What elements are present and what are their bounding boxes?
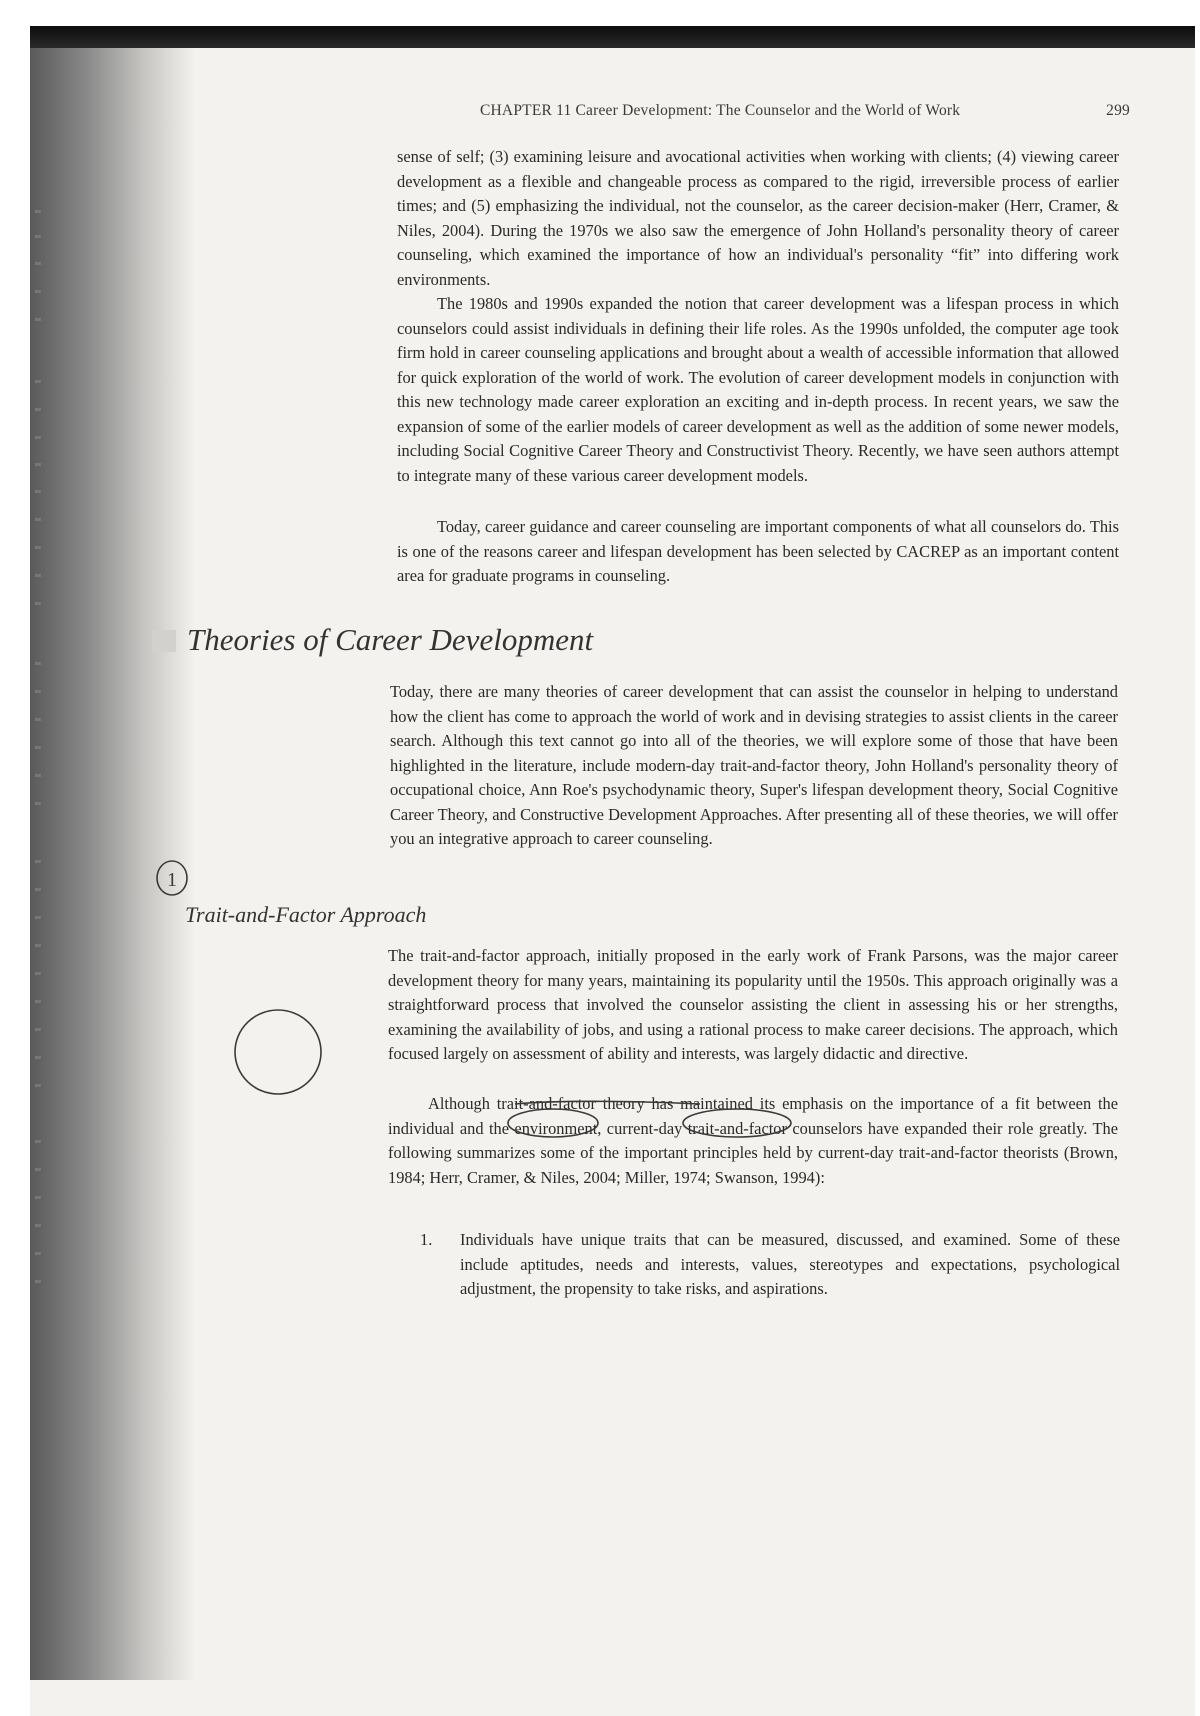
spine-mark: [35, 1280, 41, 1283]
principles-list: [420, 1228, 1120, 1302]
spine-mark: [35, 860, 41, 863]
spine-mark: [35, 235, 41, 238]
running-header: [480, 102, 1130, 120]
spine-mark: [35, 888, 41, 891]
intro-paragraph-1: sense of self; (3) examining leisure and avocational activities when working with clients; (4) viewing career development as a flexible and changeable process as compared to the rigid, irreversible process of earlier times; and (5) emphasizing the individual, not the counselor, as the career decision-maker (Herr, Cramer, & Niles, 2004). During the 1970s we also saw the emergence of John Holland's personality theory of career counseling, which examined the importance of how an individual's personality “fit” into differing work environments.: [397, 147, 1119, 289]
running-head-text: CHAPTER 11 Career Development: The Counselor and the World of Work: [480, 102, 961, 119]
spine-mark: [35, 574, 41, 577]
spine-mark: [35, 1140, 41, 1143]
heading-marker: [152, 630, 176, 652]
spine-mark: [35, 690, 41, 693]
spine-mark: [35, 1252, 41, 1255]
spine-mark: [35, 1084, 41, 1087]
spine-mark: [35, 1056, 41, 1059]
spine-mark: [35, 1196, 41, 1199]
scan-top-border: [30, 26, 1195, 48]
subsection-heading: Trait-and-Factor Approach: [185, 902, 427, 927]
intro-paragraph-3: Today, career guidance and career counseling are important components of what all counselors do. This is one of the reasons career and lifespan development has been selected by CACREP as an important content area for graduate programs in counseling.: [397, 517, 1119, 585]
spine-mark: [35, 408, 41, 411]
spine-mark: [35, 944, 41, 947]
spine-mark: [35, 262, 41, 265]
subsection-paragraph-1: The trait-and-factor approach, initially proposed in the early work of Frank Parsons, was the major career development theory for many years, maintaining its popularity until the 1950s. This approach originally was a straightforward process that involved the counselor assisting the client in assessing his or her strengths, examining the availability of jobs, and using a rational process to make career decisions. The approach, which focused largely on assessment of ability and interests, was largely didactic and directive.: [388, 946, 1118, 1063]
spine-mark: [35, 718, 41, 721]
list-item-text: Individuals have unique traits that can be measured, discussed, and examined. Some of these include aptitudes, needs and interests, values, stereotypes and expectations, psychological adjustment, the propensity to take risks, and aspirations.: [460, 1230, 1120, 1298]
spine-mark: [35, 436, 41, 439]
subsection-paragraph-2: Although trait-and-factor theory has maintained its emphasis on the importance of a fit between the individual and the environment, current-day trait-and-factor counselors have expanded their role greatly. The following summarizes some of the important principles held by current-day trait-and-factor theorists (Brown, 1984; Herr, Cramer, & Niles, 2004; Miller, 1974; Swanson, 1994):: [388, 1094, 1118, 1187]
spine-mark: [35, 1168, 41, 1171]
spine-mark: [35, 380, 41, 383]
spine-mark: [35, 1224, 41, 1227]
page-number: 299: [1106, 102, 1130, 119]
spine-mark: [35, 802, 41, 805]
intro-paragraph-2: The 1980s and 1990s expanded the notion that career development was a lifespan process in which counselors could assist individuals in defining their life roles. As the 1990s unfolded, the computer age took firm hold in career counseling applications and brought about a wealth of accessible information that allowed for quick exploration of the world of work. The evolution of career development models in conjunction with this new technology made career exploration an exciting and in-depth process. In recent years, we saw the expansion of some of the earlier models of career development as well as the addition of some newer models, including Social Cognitive Career Theory and Constructivist Theory. Recently, we have seen authors attempt to integrate many of these various career development models.: [397, 294, 1119, 485]
spine-mark: [35, 290, 41, 293]
spine-mark: [35, 546, 41, 549]
margin-note-text: 1: [167, 869, 177, 891]
spine-mark: [35, 518, 41, 521]
spine-mark: [35, 318, 41, 321]
spine-mark: [35, 972, 41, 975]
spine-mark: [35, 774, 41, 777]
spine-mark: [35, 662, 41, 665]
spine-mark: [35, 916, 41, 919]
section-heading: Theories of Career Development: [187, 622, 594, 657]
spine-mark: [35, 602, 41, 605]
section-paragraph: Today, there are many theories of career development that can assist the counselor in helping to understand how the client has come to approach the world of work and in devising strategies to assist clients in the career search. Although this text cannot go into all of the theories, we will explore some of those that have been highlighted in the literature, include modern-day trait-and-factor theory, John Holland's personality theory of occupational choice, Ann Roe's psychodynamic theory, Super's lifespan development theory, Social Cognitive Career Theory, and Constructive Development Approaches. After presenting all of these theories, we will offer you an integrative approach to career counseling.: [390, 682, 1118, 848]
spine-mark: [35, 463, 41, 466]
book-spine-shadow: [30, 48, 195, 1680]
spine-mark: [35, 746, 41, 749]
spine-mark: [35, 210, 41, 213]
spine-mark: [35, 490, 41, 493]
list-item: [420, 1228, 1120, 1302]
spine-mark: [35, 1000, 41, 1003]
spine-mark: [35, 1028, 41, 1031]
list-item-number: 1.: [420, 1230, 433, 1249]
